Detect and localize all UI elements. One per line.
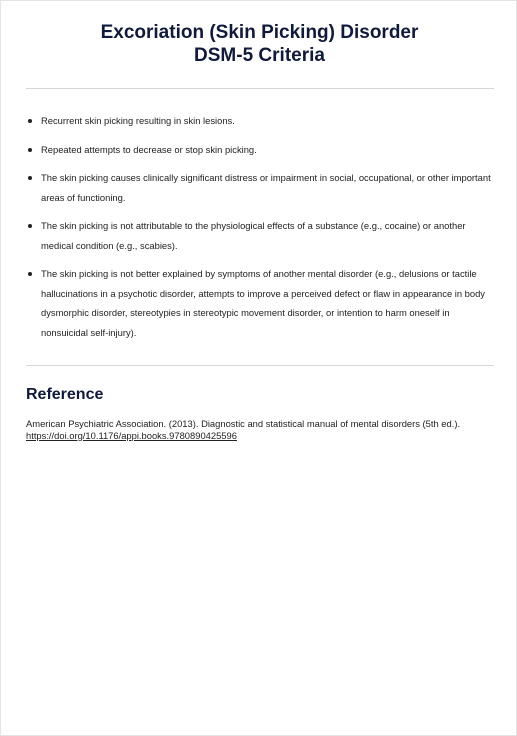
- criteria-item: [26, 216, 494, 255]
- criteria-item: [26, 140, 494, 160]
- criteria-item-text: The skin picking causes clinically significant distress or impairment in social, occupational, or other important areas of functioning.: [41, 172, 491, 203]
- bullet-icon: [28, 224, 32, 228]
- criteria-item-text: The skin picking is not better explained by symptoms of another mental disorder (e.g., delusions or tactile hallucinations in a psychotic disorder, attempts to improve a perceived defect or flaw in appearance in body dysmorphic disorder, stereotypies in stereotypic movement disorder, or intention to harm oneself in nonsuicidal self-injury).: [41, 268, 485, 338]
- section-divider: [26, 365, 494, 366]
- criteria-item-text: Recurrent skin picking resulting in skin lesions.: [41, 115, 235, 126]
- criteria-item-text: The skin picking is not attributable to the physiological effects of a substance (e.g., cocaine) or another medical condition (e.g., scabies).: [41, 220, 466, 251]
- criteria-item: [26, 111, 494, 131]
- top-divider: [26, 88, 494, 89]
- reference-citation: [26, 418, 494, 441]
- bullet-icon: [28, 119, 32, 123]
- reference-doi-link[interactable]: https://doi.org/10.1176/appi.books.9780890425596: [26, 429, 237, 441]
- page-title-line-2: DSM-5 Criteria: [194, 45, 325, 66]
- page-title: [1, 21, 517, 67]
- criteria-item-text: Repeated attempts to decrease or stop skin picking.: [41, 143, 257, 155]
- reference-heading: Reference: [26, 386, 104, 403]
- criteria-item: [26, 264, 494, 342]
- bullet-icon: [28, 272, 32, 276]
- page-title-line-1: Excoriation (Skin Picking) Disorder: [100, 22, 419, 43]
- reference-citation-text: American Psychiatric Association. (2013). Diagnostic and statistical manual of mental disorders (5th ed.).: [26, 418, 461, 429]
- criteria-list: [26, 111, 494, 342]
- bullet-icon: [28, 148, 32, 152]
- bullet-icon: [28, 176, 32, 180]
- criteria-item: [26, 168, 494, 207]
